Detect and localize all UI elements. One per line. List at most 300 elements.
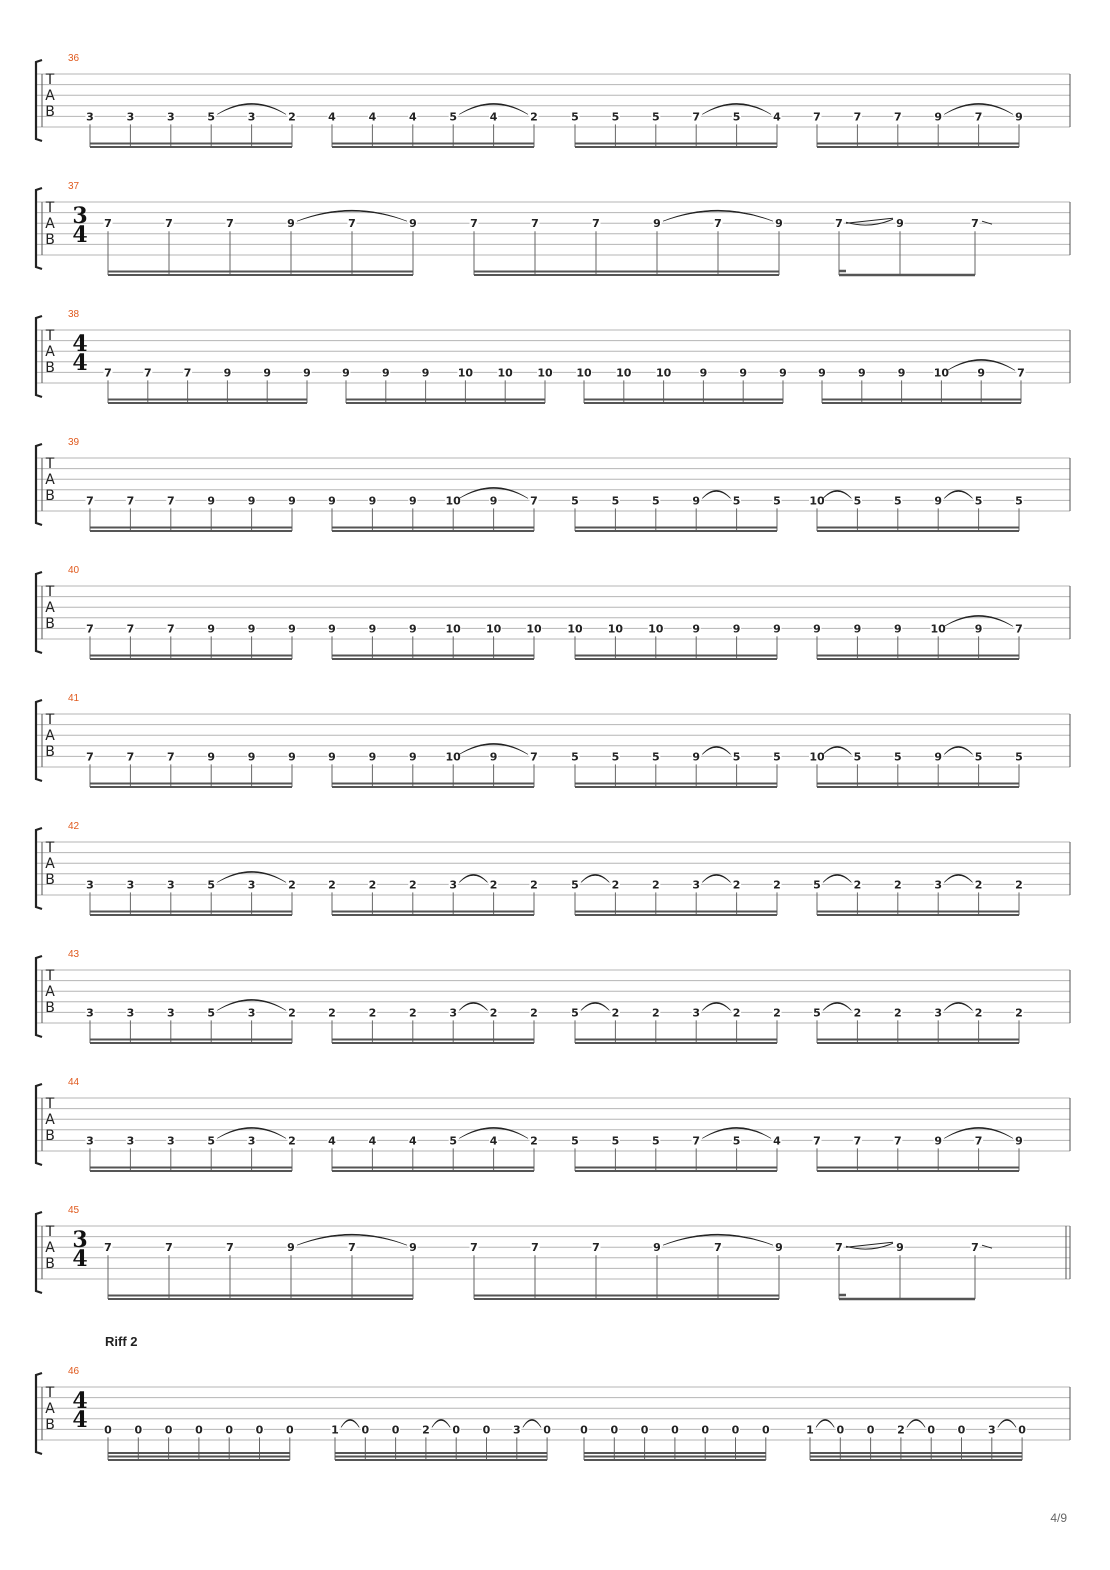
fret-number: 5 [611,1134,620,1148]
fret-number: 9 [288,622,296,636]
fret-number: 9 [779,366,787,380]
tab-letter-b: B [45,1000,55,1016]
fret-number: 3 [247,110,256,124]
fret-number: 9 [368,750,377,764]
tab-system-41 [36,693,1070,787]
fret-number: 2 [974,1006,983,1020]
fret-number: 9 [934,1134,943,1148]
measure-number: 38 [68,309,80,320]
tab-letter-t: T [45,328,55,344]
fret-number: 7 [166,622,175,636]
fret-number: 0 [640,1423,649,1437]
fret-number: 3 [86,1006,94,1020]
fret-number: 7 [166,494,175,508]
tie-arc [432,1419,450,1427]
time-signature-top: 4 [72,331,88,357]
tab-letter-a: A [45,472,55,488]
beat-group [571,1127,782,1171]
fret-number: 0 [927,1423,936,1437]
measure-number: 36 [68,53,80,64]
fret-number: 9 [653,217,661,231]
time-signature-top: 3 [72,1227,88,1253]
fret-number: 3 [166,1006,175,1020]
fret-number: 5 [207,110,216,124]
fret-number: 7 [813,110,821,124]
fret-number: 10 [485,622,502,636]
tie-arc [459,874,487,882]
fret-number: 0 [361,1423,370,1437]
measure-number: 37 [68,181,80,192]
tie-arc [944,1002,972,1010]
fret-number: 5 [773,494,781,508]
fret-number: 2 [773,878,781,892]
fret-number: 5 [571,110,579,124]
fret-number: 10 [809,750,825,764]
fret-number: 5 [571,1006,579,1020]
fret-number: 3 [247,1134,256,1148]
fret-number: 2 [328,1006,336,1020]
fret-number: 9 [977,366,986,380]
fret-number: 2 [288,1006,296,1020]
tab-letter-a: A [45,728,55,744]
fret-number: 10 [457,366,474,380]
measure-number: 46 [68,1366,80,1377]
beat-group [328,622,543,659]
fret-number: 7 [692,110,701,124]
fret-number: 7 [974,110,983,124]
fret-number: 10 [648,622,664,636]
tab-system-39 [36,437,1070,531]
fret-number: 5 [732,750,741,764]
fret-number: 10 [497,366,513,380]
fret-number: 10 [933,366,950,380]
tie-arc [341,1419,359,1427]
fret-number: 9 [775,217,783,231]
tab-letter-a: A [45,1240,55,1256]
tie-arc [581,1002,609,1010]
measure-number: 40 [68,565,80,576]
fret-number: 5 [611,750,620,764]
fret-number: 0 [391,1423,400,1437]
beat-group [342,366,554,403]
system-bracket [36,1373,42,1454]
fret-number: 9 [813,622,821,636]
fret-number: 9 [692,494,701,508]
beat-group [86,622,297,659]
system-bracket [36,828,42,909]
tab-letter-b: B [45,616,55,632]
fret-number: 7 [126,750,135,764]
fret-number: 5 [773,750,781,764]
fret-number: 9 [489,750,498,764]
fret-number: 9 [287,1241,295,1255]
fret-number: 2 [530,1006,538,1020]
system-bracket [36,188,42,269]
page-number: 4/9 [1050,1511,1067,1525]
fret-number: 4 [489,1134,498,1148]
fret-number: 9 [408,494,417,508]
fret-number: 0 [255,1423,264,1437]
fret-number: 9 [934,494,943,508]
fret-number: 7 [835,217,843,231]
fret-number: 7 [226,217,234,231]
beat-group [104,1423,295,1460]
tab-letter-t: T [45,72,55,88]
fret-number: 2 [288,110,296,124]
fret-number: 0 [164,1423,173,1437]
fret-number: 0 [610,1423,619,1437]
fret-number: 2 [732,1006,741,1020]
fret-number: 10 [445,750,461,764]
tab-letter-b: B [45,1256,55,1272]
fret-number: 10 [809,494,825,508]
fret-number: 9 [409,1241,417,1255]
system-bracket [36,60,42,141]
beat-group [813,103,1024,147]
fret-number: 7 [348,1241,356,1255]
beat-group [328,743,539,787]
tab-letter-t: T [45,456,55,472]
fret-number: 2 [732,878,741,892]
fret-number: 3 [126,110,135,124]
fret-number: 5 [611,110,620,124]
fret-number: 2 [288,1134,296,1148]
fret-number: 2 [773,1006,781,1020]
tie-arc [702,746,730,754]
fret-number: 7 [104,366,112,380]
tie-arc [944,490,972,498]
system-bracket [36,572,42,653]
beat-group [567,622,782,659]
fret-number: 9 [692,750,701,764]
fret-number: 5 [651,110,660,124]
fret-number: 4 [489,110,498,124]
fret-number: 7 [971,1241,979,1255]
fret-number: 9 [853,622,862,636]
system-bracket [36,444,42,525]
fret-number: 7 [226,1241,234,1255]
tie-arc [944,746,972,754]
fret-number: 0 [543,1423,551,1437]
fret-number: 5 [651,750,660,764]
tie-arc [523,1419,541,1427]
tie-arc [459,1002,487,1010]
fret-number: 3 [166,110,175,124]
fret-number: 5 [449,110,458,124]
tie-arc [944,874,972,882]
fret-number: 5 [974,750,983,764]
fret-number: 3 [934,1006,943,1020]
fret-number: 9 [409,217,417,231]
tab-letter-t: T [45,1096,55,1112]
beat-group [470,210,784,275]
fret-number: 9 [421,366,430,380]
fret-number: 7 [893,110,902,124]
beat-group [104,1234,418,1299]
system-bracket [36,1212,42,1293]
fret-number: 2 [651,1006,660,1020]
tie-arc [823,874,851,882]
measure-number: 39 [68,437,80,448]
tab-system-46 [36,1366,1070,1460]
fret-number: 9 [893,622,902,636]
fret-number: 7 [592,1241,600,1255]
tab-system-36 [36,53,1070,147]
tab-system-45 [36,1205,1070,1299]
fret-number: 5 [732,494,741,508]
tab-letter-a: A [45,600,55,616]
fret-number: 10 [445,494,461,508]
fret-number: 9 [247,750,256,764]
fret-number: 7 [165,1241,173,1255]
fret-number: 9 [263,366,272,380]
fret-number: 9 [1015,110,1023,124]
fret-number: 10 [930,622,946,636]
fret-number: 2 [328,878,336,892]
fret-number: 5 [732,110,741,124]
fret-number: 2 [1015,1006,1023,1020]
fret-number: 9 [773,622,781,636]
tab-letter-t: T [45,840,55,856]
fret-number: 3 [247,878,256,892]
fret-number: 7 [86,494,94,508]
tie-arc [702,490,730,498]
fret-number: 0 [134,1423,143,1437]
fret-number: 7 [1015,622,1023,636]
fret-number: 9 [897,366,906,380]
fret-number: 4 [368,110,377,124]
tab-system-38 [36,309,1070,403]
fret-number: 9 [368,622,377,636]
tie-arc [702,874,730,882]
tab-letter-b: B [45,1417,55,1433]
fret-number: 9 [381,366,390,380]
fret-number: 5 [571,494,579,508]
fret-number: 10 [537,366,553,380]
fret-number: 9 [896,217,904,231]
fret-number: 2 [489,1006,498,1020]
fret-number: 4 [773,110,781,124]
fret-number: 7 [853,1134,862,1148]
measure-number: 41 [68,693,80,704]
fret-number: 10 [445,622,461,636]
fret-number: 9 [328,622,336,636]
tab-letter-t: T [45,968,55,984]
fret-number: 7 [813,1134,821,1148]
fret-number: 9 [408,622,417,636]
fret-number: 0 [957,1423,966,1437]
beat-group [104,366,312,403]
fret-number: 7 [835,1241,843,1255]
tab-letter-a: A [45,984,55,1000]
beat-group [835,1241,993,1299]
fret-number: 9 [934,110,943,124]
tab-letter-b: B [45,1128,55,1144]
fret-number: 3 [86,110,94,124]
fret-number: 10 [526,622,542,636]
fret-number: 9 [408,750,417,764]
fret-number: 5 [893,750,902,764]
time-signature-top: 4 [72,1388,88,1414]
fret-number: 2 [368,1006,377,1020]
tie-arc [816,1419,834,1427]
fret-number: 5 [893,494,902,508]
fret-number: 10 [567,622,583,636]
fret-number: 5 [1015,750,1023,764]
tie-arc [998,1419,1016,1427]
fret-number: 5 [207,1134,216,1148]
fret-number: 2 [530,110,538,124]
fret-number: 5 [207,878,216,892]
fret-number: 3 [166,878,175,892]
tab-letter-b: B [45,232,55,248]
measure-number: 45 [68,1205,80,1216]
fret-number: 10 [616,366,632,380]
fret-number: 0 [1018,1423,1026,1437]
measure-number: 44 [68,1077,80,1088]
fret-number: 10 [655,366,672,380]
fret-number: 9 [288,494,296,508]
fret-number: 2 [368,878,377,892]
fret-number: 9 [1015,1134,1023,1148]
tab-letter-t: T [45,712,55,728]
fret-number: 7 [86,622,94,636]
fret-number: 4 [328,1134,336,1148]
tab-letter-a: A [45,1401,55,1417]
tab-letter-t: T [45,1385,55,1401]
fret-number: 7 [530,494,538,508]
fret-number: 9 [732,622,741,636]
fret-number: 2 [611,878,620,892]
fret-number: 3 [247,1006,256,1020]
fret-number: 2 [288,878,296,892]
measure-number: 43 [68,949,80,960]
tab-letter-b: B [45,488,55,504]
fret-number: 3 [512,1423,521,1437]
fret-number: 5 [571,1134,579,1148]
fret-number: 5 [651,1134,660,1148]
fret-number: 5 [813,1006,821,1020]
fret-number: 7 [853,110,862,124]
fret-number: 9 [223,366,232,380]
fret-number: 3 [692,1006,701,1020]
fret-number: 5 [571,878,579,892]
fret-number: 9 [328,494,336,508]
fret-number: 5 [207,1006,216,1020]
tab-letter-a: A [45,344,55,360]
tab-system-37 [36,181,1070,275]
fret-number: 3 [126,1006,135,1020]
fret-number: 4 [328,110,336,124]
fret-number: 9 [207,622,216,636]
fret-number: 5 [611,494,620,508]
system-bracket [36,956,42,1037]
fret-number: 9 [287,217,295,231]
slide-line [846,218,893,223]
fret-number: 9 [857,366,866,380]
system-bracket [36,700,42,781]
fret-number: 5 [974,494,983,508]
fret-number: 1 [806,1423,814,1437]
fret-number: 2 [408,1006,417,1020]
tie-arc [581,874,609,882]
beat-group [328,487,539,531]
fret-number: 7 [183,366,192,380]
time-signature-bottom: 4 [72,1407,88,1433]
fret-number: 9 [896,1241,904,1255]
tab-systems [36,53,1070,1460]
fret-number: 4 [408,110,417,124]
fret-number: 2 [611,1006,620,1020]
fret-number: 2 [1015,878,1023,892]
fret-number: 9 [974,622,983,636]
fret-number: 4 [408,1134,417,1148]
fret-number: 2 [853,1006,862,1020]
fret-number: 7 [165,217,173,231]
fret-number: 7 [348,217,356,231]
fret-number: 0 [452,1423,461,1437]
fret-number: 9 [207,494,216,508]
fret-number: 10 [607,622,624,636]
tab-letter-t: T [45,1224,55,1240]
beat-group [86,871,297,915]
beat-group [86,999,297,1043]
fret-number: 0 [225,1423,234,1437]
fret-number: 7 [531,1241,539,1255]
fret-number: 9 [775,1241,783,1255]
fret-number: 9 [739,366,748,380]
section-label-riff-2: Riff 2 [105,1334,138,1349]
tab-letter-a: A [45,856,55,872]
tie-arc [907,1419,925,1427]
beat-group [86,494,297,531]
fret-number: 5 [571,750,579,764]
tab-system-43 [36,949,1070,1043]
fret-number: 0 [731,1423,740,1437]
fret-number: 7 [143,366,152,380]
tab-system-42 [36,821,1070,915]
fret-number: 10 [576,366,592,380]
system-bracket [36,316,42,397]
fret-number: 5 [813,878,821,892]
fret-number: 7 [974,1134,983,1148]
slide-line [846,1242,893,1247]
measure-number: 42 [68,821,80,832]
system-bracket [36,1084,42,1165]
fret-number: 9 [489,494,498,508]
beat-group [86,750,297,787]
tab-letter-t: T [45,584,55,600]
fret-number: 3 [934,878,943,892]
fret-number: 9 [247,622,256,636]
fret-number: 0 [836,1423,845,1437]
tab-letter-a: A [45,88,55,104]
fret-number: 2 [893,878,902,892]
fret-number: 5 [1015,494,1023,508]
fret-number: 9 [288,750,296,764]
fret-number: 9 [934,750,943,764]
fret-number: 5 [449,1134,458,1148]
beat-group [813,615,1024,659]
fret-number: 3 [86,878,94,892]
fret-number: 5 [853,750,862,764]
tie-arc [823,490,851,498]
fret-number: 3 [126,1134,135,1148]
fret-number: 2 [651,878,660,892]
fret-number: 7 [692,1134,701,1148]
fret-number: 9 [342,366,350,380]
fret-number: 0 [285,1423,294,1437]
